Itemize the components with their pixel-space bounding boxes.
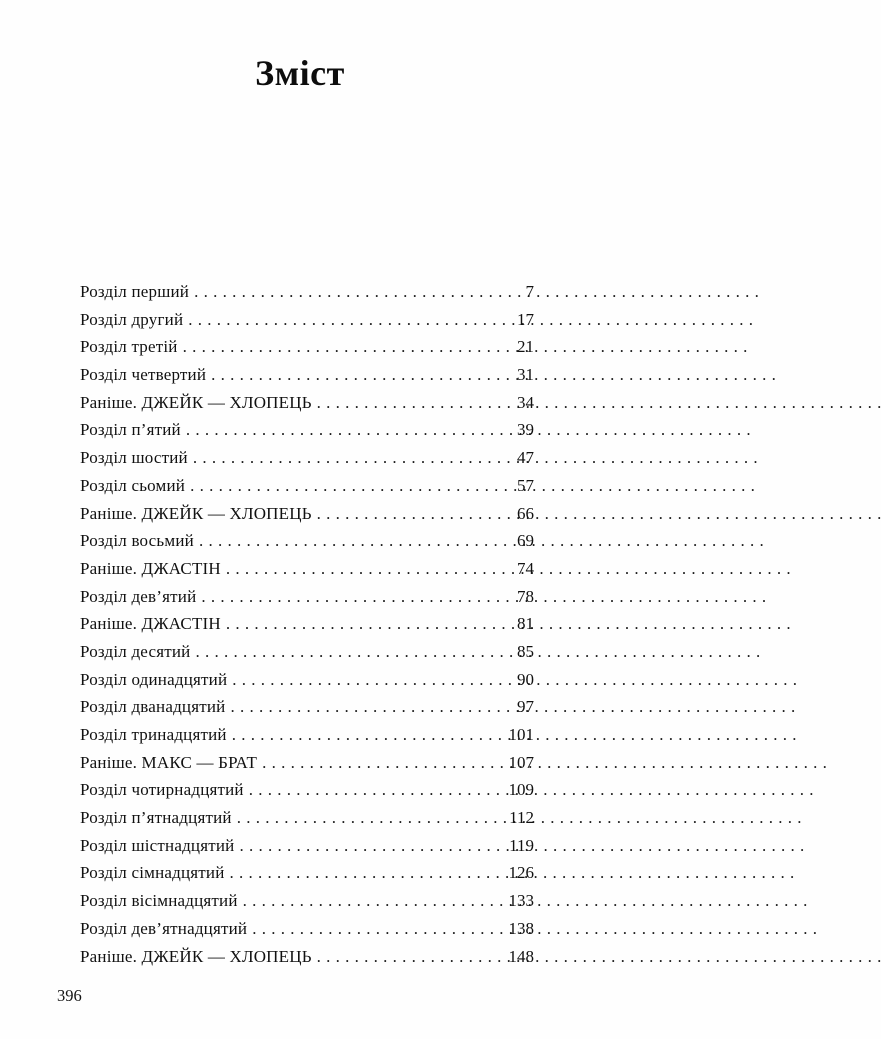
toc-entry-label: Розділ восьмий bbox=[80, 531, 194, 551]
toc-entry-label: Розділ другий bbox=[80, 309, 184, 329]
toc-leader-dots bbox=[211, 365, 515, 385]
toc-leader-dots bbox=[183, 337, 515, 357]
toc-entry-page: 90 bbox=[517, 669, 534, 689]
toc-leader-dots bbox=[193, 448, 515, 468]
toc-entry[interactable] bbox=[80, 337, 534, 365]
toc-entry[interactable] bbox=[80, 587, 534, 615]
toc-entry-label: Розділ четвертий bbox=[80, 365, 207, 385]
toc-entry-page: 148 bbox=[508, 946, 534, 966]
toc-entry[interactable] bbox=[80, 697, 534, 725]
toc-entry-page: 109 bbox=[508, 780, 534, 800]
toc-leader-dots bbox=[230, 863, 507, 883]
toc-entry[interactable] bbox=[80, 614, 534, 642]
toc-entry[interactable] bbox=[80, 282, 534, 310]
toc-entry-page: 39 bbox=[517, 420, 534, 440]
toc-entry-page: 133 bbox=[508, 891, 534, 911]
toc-leader-dots bbox=[317, 393, 515, 413]
toc-entry-page: 47 bbox=[517, 448, 534, 468]
toc-entry[interactable] bbox=[80, 420, 534, 448]
toc-entry-label: Розділ десятий bbox=[80, 641, 191, 661]
toc-entry-page: 34 bbox=[517, 392, 534, 412]
toc-entry[interactable] bbox=[80, 448, 534, 476]
toc-leader-dots bbox=[252, 919, 506, 939]
book-page bbox=[0, 52, 600, 1039]
toc-entry-label: Розділ перший bbox=[80, 282, 190, 301]
toc-entry-page: 66 bbox=[517, 503, 534, 523]
toc-entry-label: Розділ п’ятий bbox=[80, 420, 181, 440]
toc-entry-label: Раніше. МАКС — БРАТ bbox=[80, 752, 258, 772]
toc-entry-page: 85 bbox=[517, 641, 534, 661]
page-title: Зміст bbox=[255, 53, 345, 93]
toc-leader-dots bbox=[199, 531, 515, 551]
toc-entry-label: Розділ одинадцятий bbox=[80, 669, 228, 689]
toc-leader-dots bbox=[195, 642, 515, 662]
toc-leader-dots bbox=[237, 808, 507, 828]
toc-leader-dots bbox=[194, 282, 523, 302]
toc-entry[interactable] bbox=[80, 504, 534, 532]
toc-entry-label: Розділ вісімнадцятий bbox=[80, 891, 238, 911]
toc-list bbox=[80, 282, 534, 974]
folio-page-number: 396 bbox=[57, 986, 82, 1005]
toc-leader-dots bbox=[239, 836, 507, 856]
toc-entry[interactable] bbox=[80, 808, 534, 836]
toc-entry[interactable] bbox=[80, 863, 534, 891]
toc-entry-page: 31 bbox=[517, 365, 534, 385]
toc-entry-label: Розділ сьомий bbox=[80, 475, 186, 495]
toc-entry[interactable] bbox=[80, 725, 534, 753]
toc-entry-page: 78 bbox=[517, 586, 534, 606]
toc-entry-label: Раніше. ДЖЕЙК — ХЛОПЕЦЬ bbox=[80, 503, 312, 523]
toc-leader-dots bbox=[230, 697, 515, 717]
toc-entry-label: Розділ сімнадцятий bbox=[80, 863, 225, 883]
toc-entry[interactable] bbox=[80, 476, 534, 504]
toc-leader-dots bbox=[201, 587, 515, 607]
toc-leader-dots bbox=[188, 310, 515, 330]
toc-entry-label: Розділ шостий bbox=[80, 448, 188, 468]
toc-entry[interactable] bbox=[80, 753, 534, 781]
toc-entry-label: Розділ тринадцятий bbox=[80, 725, 227, 744]
toc-entry-page: 17 bbox=[517, 309, 534, 329]
toc-entry-page: 138 bbox=[508, 918, 534, 938]
toc-entry-label: Розділ третій bbox=[80, 337, 178, 357]
toc-entry[interactable] bbox=[80, 836, 534, 864]
toc-entry-page: 74 bbox=[517, 558, 534, 578]
toc-leader-dots bbox=[317, 947, 507, 967]
toc-entry-label: Розділ п’ятнадцятий bbox=[80, 808, 232, 828]
toc-leader-dots bbox=[317, 504, 515, 524]
toc-leader-dots bbox=[249, 780, 507, 800]
toc-leader-dots bbox=[186, 420, 515, 440]
toc-entry[interactable] bbox=[80, 780, 534, 808]
toc-leader-dots bbox=[262, 753, 506, 773]
toc-leader-dots bbox=[190, 476, 515, 496]
toc-leader-dots bbox=[226, 559, 515, 579]
toc-entry[interactable] bbox=[80, 642, 534, 670]
toc-entry[interactable] bbox=[80, 310, 534, 338]
toc-entry-page: 81 bbox=[517, 614, 534, 634]
toc-entry-page: 107 bbox=[508, 752, 534, 772]
toc-entry-label: Раніше. ДЖЕЙК — ХЛОПЕЦЬ bbox=[80, 946, 312, 966]
toc-entry-label: Раніше. ДЖЕЙК — ХЛОПЕЦЬ bbox=[80, 392, 312, 412]
toc-entry-label: Раніше. ДЖАСТІН bbox=[80, 558, 221, 578]
toc-entry[interactable] bbox=[80, 919, 534, 947]
toc-entry[interactable] bbox=[80, 891, 534, 919]
toc-leader-dots bbox=[243, 891, 507, 911]
toc-entry-page: 119 bbox=[509, 835, 534, 855]
toc-entry-label: Розділ чотирнадцятий bbox=[80, 780, 244, 800]
toc-entry-label: Розділ шістнадцятий bbox=[80, 835, 235, 855]
toc-entry-page: 126 bbox=[508, 863, 534, 883]
toc-leader-dots bbox=[232, 725, 507, 745]
toc-leader-dots bbox=[226, 614, 515, 634]
toc-entry[interactable] bbox=[80, 559, 534, 587]
toc-entry-page: 7 bbox=[525, 282, 534, 301]
toc-entry-label: Розділ дев’ятнадцятий bbox=[80, 918, 248, 938]
toc-entry-page: 69 bbox=[517, 531, 534, 551]
toc-entry[interactable] bbox=[80, 365, 534, 393]
toc-entry-page: 112 bbox=[509, 808, 534, 828]
toc-entry-page: 21 bbox=[517, 337, 534, 357]
toc-entry-page: 97 bbox=[517, 697, 534, 717]
toc-leader-dots bbox=[232, 670, 515, 690]
toc-entry-label: Раніше. ДЖАСТІН bbox=[80, 614, 221, 634]
toc-entry-label: Розділ дев’ятий bbox=[80, 586, 197, 606]
toc-entry[interactable] bbox=[80, 670, 534, 698]
toc-entry[interactable] bbox=[80, 947, 534, 975]
toc-entry[interactable] bbox=[80, 531, 534, 559]
toc-entry-label: Розділ дванадцятий bbox=[80, 697, 226, 717]
toc-entry[interactable] bbox=[80, 393, 534, 421]
toc-entry-page: 101 bbox=[508, 725, 534, 744]
toc-entry-page: 57 bbox=[517, 475, 534, 495]
